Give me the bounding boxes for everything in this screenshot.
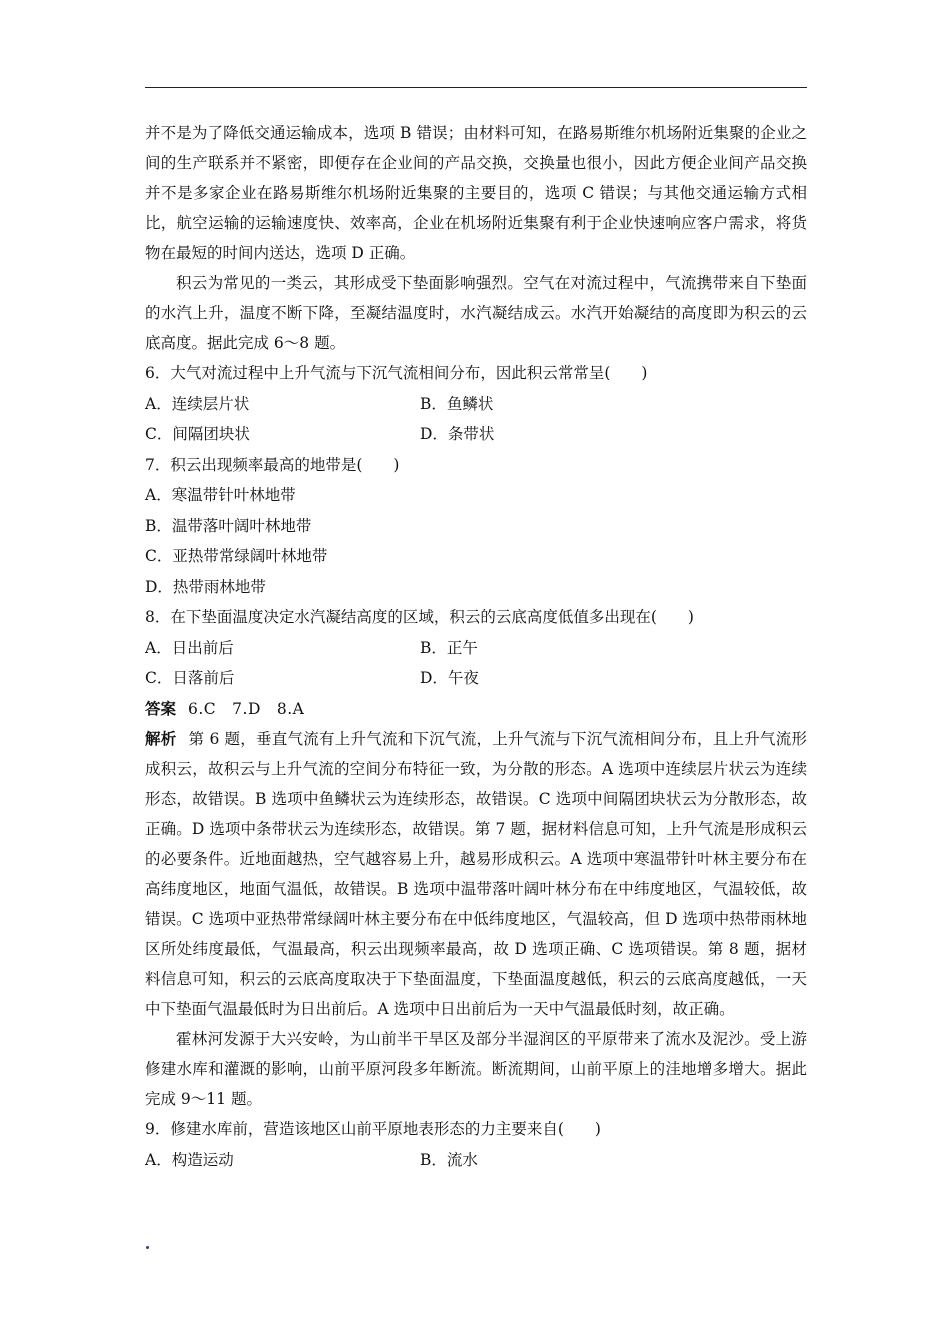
header-rule xyxy=(145,87,807,88)
question-8-options-row-2 xyxy=(145,663,807,694)
question-9-option-b: B．流水 xyxy=(420,1150,478,1169)
footer-dot xyxy=(146,1246,149,1249)
question-7-option-c: C．亚热带常绿阔叶林地带 xyxy=(145,547,328,565)
question-6-option-b: B．鱼鳞状 xyxy=(420,394,494,413)
answer-line xyxy=(145,694,807,725)
question-9-option-a: A．构造运动 xyxy=(145,1150,234,1169)
question-8-option-a: A．日出前后 xyxy=(145,638,234,657)
question-8-option-b: B．正午 xyxy=(420,638,478,657)
huolin-river-paragraph: 霍林河发源于大兴安岭，为山前半干旱区及部分半湿润区的平原带来了流水及泥沙。受上游修建水库和灌溉的影响，山前平原河段多年断流。断流期间，山前平原上的洼地增多增大。据此完成 9～11 题。 xyxy=(145,1030,807,1108)
question-8-option-d: D．午夜 xyxy=(420,669,479,687)
question-8-option-c: C．日落前后 xyxy=(145,669,235,687)
question-6-options-row-1 xyxy=(145,389,807,420)
question-7-option-b: B．温带落叶阔叶林地带 xyxy=(145,516,312,535)
question-6-option-c: C．间隔团块状 xyxy=(145,425,250,443)
intro-paragraph-1: 并不是为了降低交通运输成本，选项 B 错误；由材料可知，在路易斯维尔机场附近集聚的企业之间的生产联系并不紧密，即便存在企业间的产品交换，交换量也很小，因此方便企业间产品交换并不是多家企业在路易斯维尔机场附近集聚的主要目的，选项 C 错误；与其他交通运输方式相比，航空运输的运输速度快、效率高，企业在机场附近集聚有利于企业快速响应客户需求，将货物在最短的时间内送达，选项 D 正确。 xyxy=(145,124,807,262)
question-6-option-d: D．条带状 xyxy=(420,425,495,443)
question-6-option-a: A．连续层片状 xyxy=(145,394,250,413)
question-6-stem: 6．大气对流过程中上升气流与下沉气流相间分布，因此积云常常呈( ) xyxy=(145,364,648,382)
intro-paragraph-2: 积云为常见的一类云，其形成受下垫面影响强烈。空气在对流过程中，气流携带来自下垫面的水汽上升，温度不断下降，至凝结温度时，水汽凝结成云。水汽开始凝结的高度即为积云的云底高度。据此完成 6～8 题。 xyxy=(145,274,807,352)
question-7-option-d: D．热带雨林地带 xyxy=(145,577,266,596)
question-9-options-row-1 xyxy=(145,1145,807,1176)
question-6-options-row-2 xyxy=(145,419,807,450)
question-8-stem: 8．在下垫面温度决定水汽凝结高度的区域，积云的云底高度低值多出现在( ) xyxy=(145,608,694,626)
answer-values: 6.C 7.D 8.A xyxy=(188,699,305,718)
question-7-stem: 7．积云出现频率最高的地带是( ) xyxy=(145,455,400,474)
question-7-option-a: A．寒温带针叶林地带 xyxy=(145,486,296,504)
analysis-paragraph xyxy=(145,724,807,1024)
question-9-stem: 9．修建水库前，营造该地区山前平原地表形态的力主要来自( ) xyxy=(145,1120,601,1138)
question-8-options-row-1 xyxy=(145,633,807,664)
analysis-label: 解析 xyxy=(145,729,177,748)
analysis-text: 第 6 题，垂直气流有上升气流和下沉气流，上升气流与下沉气流相间分布，且上升气流形成积云，故积云与上升气流的空间分布特征一致，为分散的形态。A 选项中连续层片状云为连续形态，故错误。B 选项中鱼鳞状云为连续形态，故错误。C 选项中间隔团块状云为分散形态，故正确。D 选项中条带状云为连续形态，故错误。第 7 题，据材料信息可知，上升气流是形成积云的必要条件。近地面越热，空气越容易上升，越易形成积云。A 选项中寒温带针叶林主要分布在高纬度地区，地面气温低，故错误。B 选项中温带落叶阔叶林分布在中纬度地区，气温较低，故错误。C 选项中亚热带常绿阔叶林主要分布在中低纬度地区，气温较高，但 D 选项中热带雨林地区所处纬度最低，气温最高，积云出现频率最高，故 D 选项正确、C 选项错误。第 8 题，据材料信息可知，积云的云底高度取决于下垫面温度，下垫面温度越低，积云的云底高度越低，一天中下垫面气温最低时为日出前后。A 选项中日出前后为一天中气温最低时刻，故正确。 xyxy=(145,730,807,1018)
document-page xyxy=(145,118,807,1175)
answer-label: 答案 xyxy=(145,698,177,718)
